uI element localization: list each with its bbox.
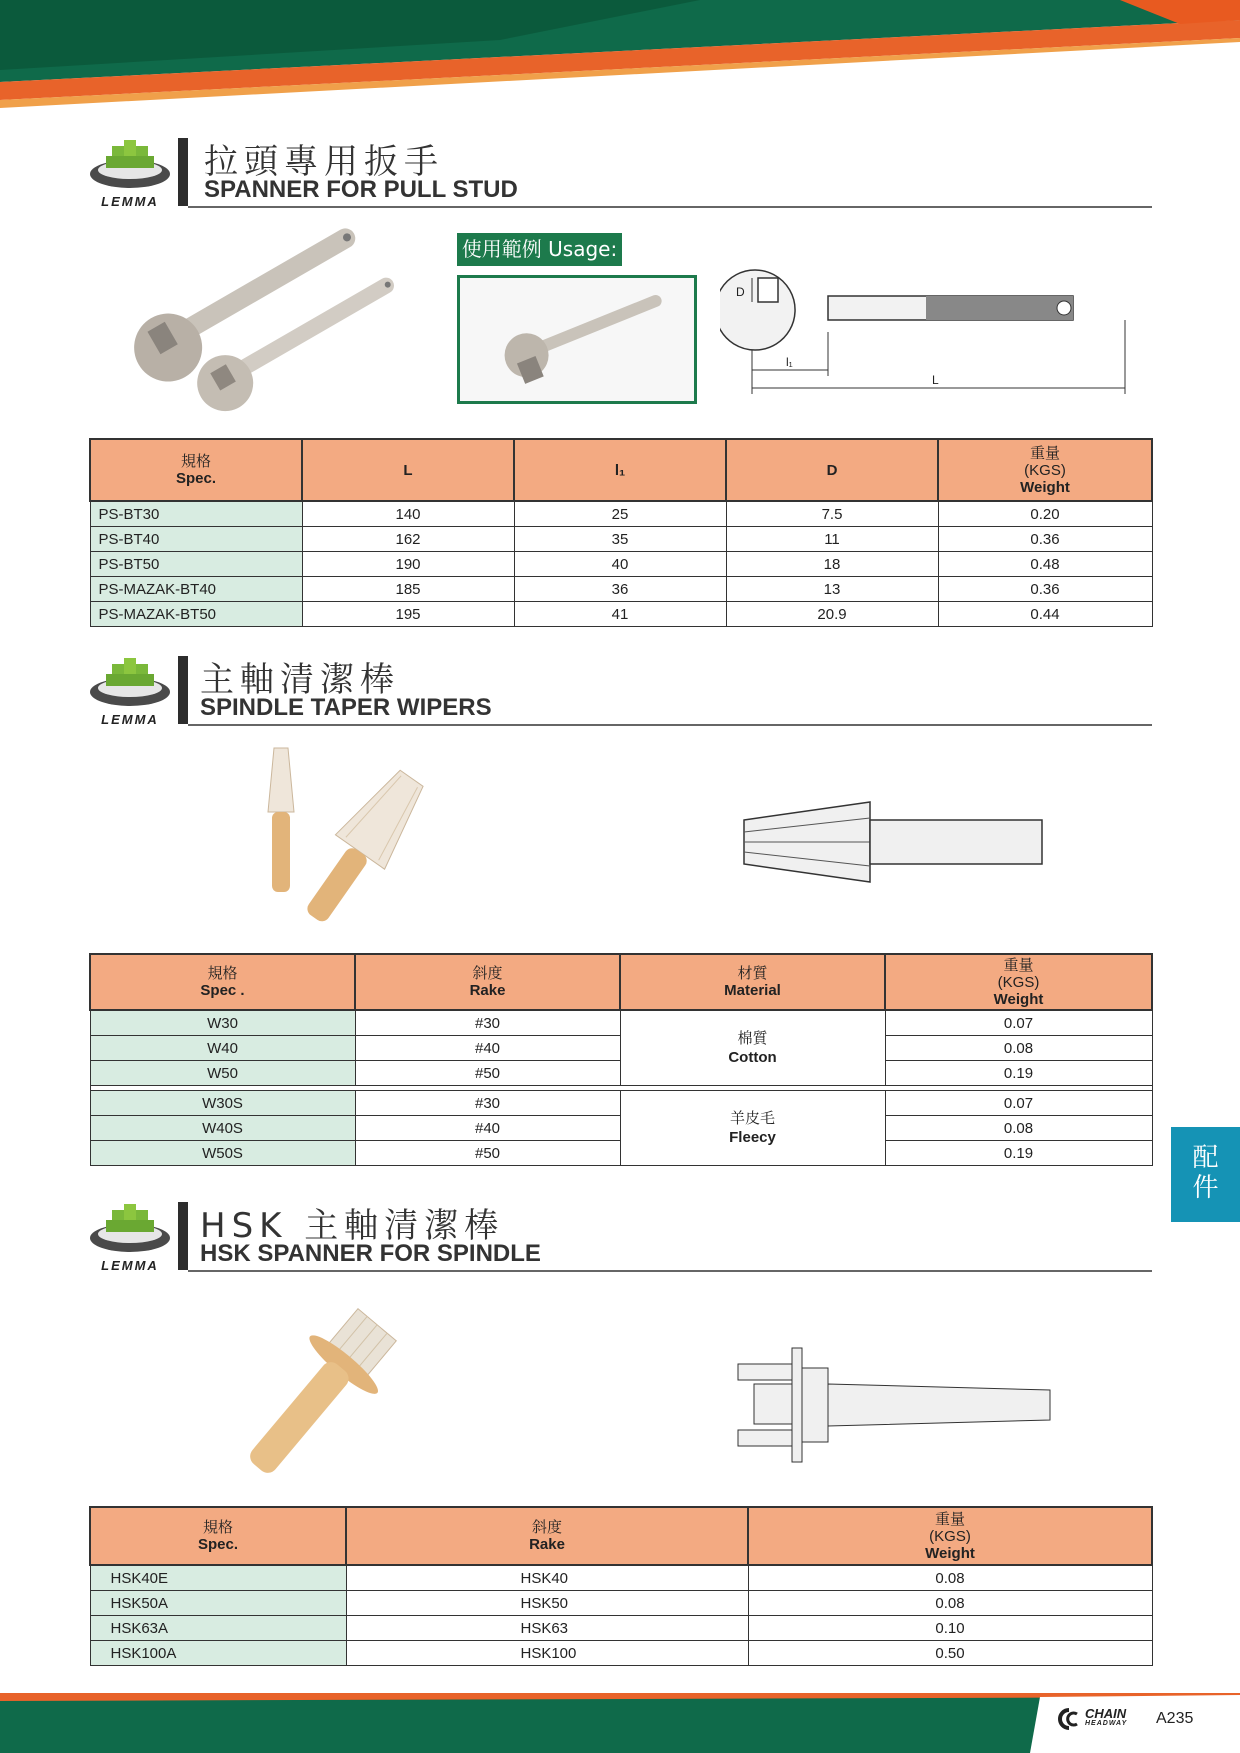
usage-photo — [460, 278, 694, 401]
table-row: HSK40E HSK40 0.08 — [90, 1565, 1152, 1591]
top-banner — [0, 0, 1240, 120]
title-bar — [178, 138, 188, 206]
table-row: W30 #30 棉質 Cotton 0.07 — [90, 1010, 1152, 1036]
table-row: PS-BT40 162 35 11 0.36 — [90, 527, 1152, 552]
table-row: W40S #40 0.08 — [90, 1116, 1152, 1141]
table-header-row — [90, 954, 1152, 1010]
table-row: HSK63A HSK63 0.10 — [90, 1616, 1152, 1641]
bottom-banner — [0, 1693, 1240, 1753]
header-material: 材質 Material — [620, 954, 885, 1010]
material-cell: 棉質 Cotton — [620, 1010, 885, 1086]
hsk-wiper-product-photo — [238, 1308, 438, 1478]
table-header-row — [90, 1507, 1152, 1565]
table-row: HSK100A HSK100 0.50 — [90, 1641, 1152, 1666]
section-header-wipers — [88, 652, 1152, 732]
brand-sub: HEADWAY — [1085, 1720, 1128, 1727]
section-title-en: HSK SPANNER FOR SPINDLE — [200, 1240, 541, 1267]
hsk-spec-table — [89, 1506, 1153, 1666]
chain-logo-icon — [1055, 1708, 1083, 1730]
header-l1: l₁ — [514, 439, 726, 501]
section-header-spanner — [88, 134, 1152, 214]
title-bar — [178, 1202, 188, 1270]
header-weight: 重量 (KGS) Weight — [748, 1507, 1152, 1565]
header-l: L — [302, 439, 514, 501]
table-row: HSK50A HSK50 0.08 — [90, 1591, 1152, 1616]
header-spec: 規格 Spec. — [90, 439, 302, 501]
wiper-spec-table — [89, 953, 1153, 1166]
header-d: D — [726, 439, 938, 501]
header-rake: 斜度 Rake — [346, 1507, 748, 1565]
section-title-zh: 主軸清潔棒 — [200, 660, 400, 700]
title-rule — [188, 1270, 1152, 1272]
section-title-en: SPANNER FOR PULL STUD — [204, 176, 518, 203]
side-tab-line1: 配 — [1192, 1143, 1219, 1173]
header-weight: 重量 (KGS) Weight — [885, 954, 1152, 1010]
header-spec: 規格 Spec . — [90, 954, 355, 1010]
section-title-zh: 拉頭專用扳手 — [204, 142, 444, 182]
material-cell: 羊皮毛 Fleecy — [620, 1091, 885, 1166]
lemma-logo — [88, 134, 172, 208]
spanner-product-photo — [110, 228, 450, 428]
header-spec: 規格 Spec. — [90, 1507, 346, 1565]
wiper-technical-drawing — [740, 798, 1045, 886]
section-title-en: SPINDLE TAPER WIPERS — [200, 694, 492, 721]
table-row: W50 #50 0.19 — [90, 1061, 1152, 1086]
header-weight: 重量 (KGS) Weight — [938, 439, 1152, 501]
dim-label-l1: l₁ — [786, 355, 793, 369]
table-header-row — [90, 439, 1152, 501]
wiper-product-photo — [260, 742, 440, 942]
header-rake: 斜度 Rake — [355, 954, 620, 1010]
table-row: PS-BT30 140 25 7.5 0.20 — [90, 501, 1152, 527]
side-tab-line2: 件 — [1192, 1173, 1219, 1203]
lemma-wordmark: LEMMA — [101, 194, 159, 209]
side-tab-accessories[interactable] — [1171, 1127, 1240, 1222]
title-rule — [188, 724, 1152, 726]
lemma-wordmark: LEMMA — [101, 712, 159, 727]
title-bar — [178, 656, 188, 724]
table-row: W30S #30 羊皮毛 Fleecy 0.07 — [90, 1091, 1152, 1116]
usage-example-box — [457, 275, 697, 404]
spanner-technical-drawing — [720, 262, 1130, 402]
lemma-wordmark: LEMMA — [101, 1258, 159, 1273]
hsk-technical-drawing — [736, 1346, 1054, 1464]
table-row: W50S #50 0.19 — [90, 1141, 1152, 1166]
usage-label: 使用範例 Usage: — [457, 233, 622, 266]
lemma-logo — [88, 652, 172, 726]
table-row: PS-BT50 190 40 18 0.48 — [90, 552, 1152, 577]
page-number: A235 — [1156, 1710, 1194, 1727]
dim-label-d: D — [736, 285, 745, 299]
spanner-spec-table — [89, 438, 1153, 627]
table-row: W40 #40 0.08 — [90, 1036, 1152, 1061]
title-rule — [188, 206, 1152, 208]
table-row: PS-MAZAK-BT50 195 41 20.9 0.44 — [90, 602, 1152, 627]
chain-headway-logo — [1055, 1706, 1135, 1734]
lemma-logo — [88, 1198, 172, 1272]
section-header-hsk — [88, 1198, 1152, 1278]
table-row: PS-MAZAK-BT40 185 36 13 0.36 — [90, 577, 1152, 602]
brand-main: CHAIN — [1085, 1706, 1127, 1721]
section-title-zh: HSK 主軸清潔棒 — [200, 1206, 505, 1246]
dim-label-l: L — [932, 373, 939, 387]
